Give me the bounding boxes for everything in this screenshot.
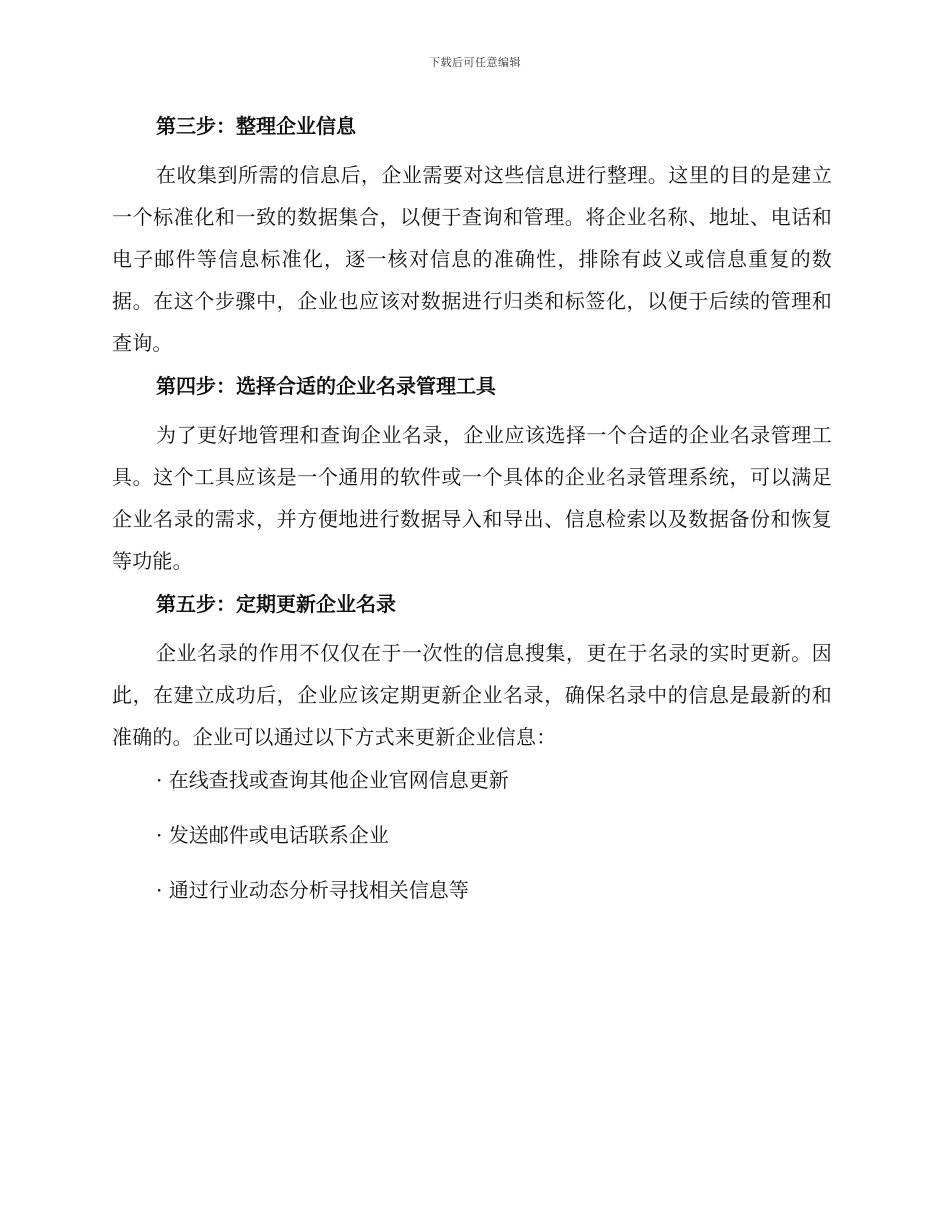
update-methods-list [112,766,832,904]
list-item: · 在线查找或查询其他企业官网信息更新 [156,768,509,792]
section-heading: 第三步：整理企业信息 [156,114,356,138]
list-item: · 发送邮件或电话联系企业 [156,823,389,847]
section-paragraph: 企业名录的作用不仅仅在于一次性的信息搜集，更在于名录的实时更新。因此，在建立成功后，企业应该定期更新企业名录，确保名录中的信息是最新的和准确的。企业可以通过以下方式来更新企业信息： [112,641,832,749]
section-heading: 第四步：选择合适的企业名录管理工具 [156,374,496,398]
list-item: · 通过行业动态分析寻找相关信息等 [156,878,469,902]
header-note: 下载后可任意编辑 [429,56,521,69]
section-step-5 [112,590,832,758]
section-paragraph: 为了更好地管理和查询企业名录，企业应该选择一个合适的企业名录管理工具。这个工具应该是一个通用的软件或一个具体的企业名录管理系统，可以满足企业名录的需求，并方便地进行数据导入和导出、信息检索以及数据备份和恢复等功能。 [112,423,832,573]
section-heading: 第五步：定期更新企业名录 [156,592,396,616]
document-body [112,112,832,931]
section-step-3 [112,112,832,364]
section-step-4 [112,372,832,582]
section-paragraph: 在收集到所需的信息后，企业需要对这些信息进行整理。这里的目的是建立一个标准化和一致的数据集合，以便于查询和管理。将企业名称、地址、电话和电子邮件等信息标准化，逐一核对信息的准确性，排除有歧义或信息重复的数据。在这个步骤中，企业也应该对数据进行归类和标签化，以便于后续的管理和查询。 [112,163,832,355]
